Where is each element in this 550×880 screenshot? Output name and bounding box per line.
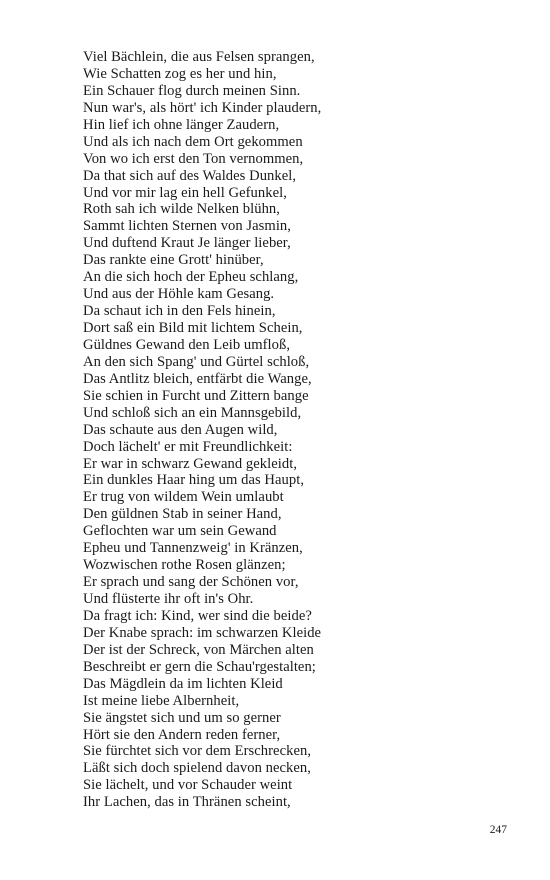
poem-line: Den güldnen Stab in seiner Hand, [83,506,282,523]
poem-line: Von wo ich erst den Ton vernommen, [83,150,304,167]
poem-line: Der Knabe sprach: im schwarzen Kleide [83,624,322,641]
poem-line: Sie lächelt, und vor Schauder weint [83,777,293,794]
poem-line: Hin lief ich ohne länger Zaudern, [83,116,280,133]
poem-line: Güldnes Gewand den Leib umfloß, [83,336,291,353]
poem-line: Epheu und Tannenzweig' in Kränzen, [83,540,303,557]
poem-line: Und schloß sich an ein Mannsgebild, [83,404,302,421]
poem-line: Beschreibt er gern die Schau'rgestalten; [83,658,316,675]
poem-line: Wozwischen rothe Rosen glänzen; [83,557,286,574]
poem-line: Und aus der Höhle kam Gesang. [83,286,275,303]
poem-line: Doch lächelt' er mit Freundlichkeit: [83,438,293,455]
poem-line: Und vor mir lag ein hell Gefunkel, [83,184,287,201]
poem-text [83,49,321,811]
poem-line: Und duftend Kraut Je länger lieber, [83,235,291,252]
poem-line: Ein dunkles Haar hing um das Haupt, [83,472,305,489]
poem-line: Wie Schatten zog es her und hin, [83,65,277,82]
poem-line: Geflochten war um sein Gewand [83,523,277,540]
poem-line: Nun war's, als hört' ich Kinder plaudern, [83,99,322,116]
poem-line: Das schaute aus den Augen wild, [83,421,278,438]
poem-line: Sie fürchtet sich vor dem Erschrecken, [83,743,312,760]
poem-line: Und als ich nach dem Ort gekommen [83,133,303,150]
poem-line: Er sprach und sang der Schönen vor, [83,574,299,591]
poem-line: Da that sich auf des Waldes Dunkel, [83,167,297,184]
poem-line: An den sich Spang' und Gürtel schloß, [83,353,310,370]
poem-line: Ihr Lachen, das in Thränen scheint, [83,794,291,811]
poem-line: Sie ängstet sich und um so gerner [83,709,281,726]
poem-line: Der ist der Schreck, von Märchen alten [83,641,314,658]
poem-line: Viel Bächlein, die aus Felsen sprangen, [83,49,315,65]
poem-line: Sammt lichten Sternen von Jasmin, [83,218,291,235]
poem-line: Ein Schauer flog durch meinen Sinn. [83,82,301,99]
poem-line: An die sich hoch der Epheu schlang, [83,269,299,286]
poem-line: Das Mägdlein da im lichten Kleid [83,675,283,692]
poem-line: Er trug von wildem Wein umlaubt [83,489,284,506]
poem-line: Dort saß ein Bild mit lichtem Schein, [83,320,303,336]
poem-line: Da schaut ich in den Fels hinein, [83,303,276,320]
poem-line: Und flüsterte ihr oft in's Ohr. [83,591,254,607]
poem-line: Läßt sich doch spielend davon necken, [83,760,311,777]
poem-line: Das rankte eine Grott' hinüber, [83,252,264,269]
poem-line: Roth sah ich wilde Nelken blühn, [83,201,280,218]
poem-line: Hört sie den Andern reden ferner, [83,726,281,743]
poem-line: Das Antlitz bleich, entfärbt die Wange, [83,370,312,387]
page-number: 247 [489,824,507,836]
poem-line: Sie schien in Furcht und Zittern bange [83,387,309,404]
poem-line: Da fragt ich: Kind, wer sind die beide? [83,607,312,624]
poem-line: Ist meine liebe Albernheit, [83,692,240,709]
poem-line: Er war in schwarz Gewand gekleidt, [83,455,298,472]
